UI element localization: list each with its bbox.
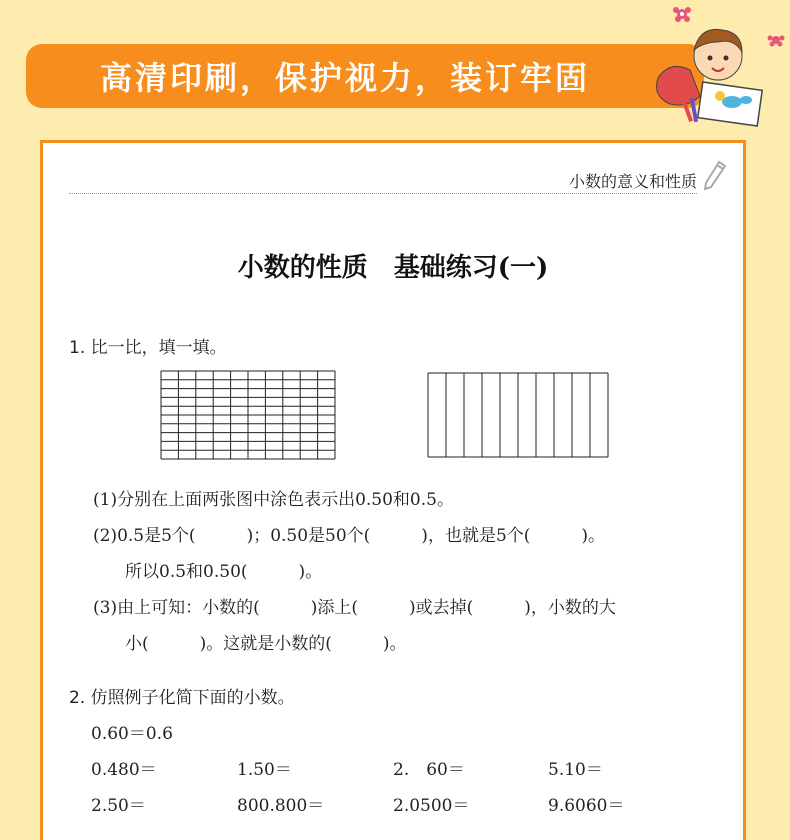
child-drawing-illustration <box>630 0 790 130</box>
question-2-heading: 2. 仿照例子化简下面的小数。 <box>69 688 295 708</box>
question-2-item: 0.480＝ <box>91 760 157 780</box>
question-2-item: 1.50＝ <box>237 760 292 780</box>
header-banner <box>26 44 704 108</box>
question-2-item: 5.10＝ <box>548 760 603 780</box>
section-label: 小数的意义和性质 <box>568 172 697 191</box>
page-title: 小数的性质 基础练习(一) <box>237 253 549 283</box>
banner-title: 高清印刷，保护视力，装订牢固 <box>99 59 590 97</box>
question-2-item: 2.50＝ <box>91 796 146 816</box>
question-1-part-2-cont: 所以0.5和0.50( )。 <box>125 562 323 582</box>
question-1-part-3: (3)由上可知：小数的( )添上( )或去掉( )，小数的大 <box>93 598 616 618</box>
question-1-part-2: (2)0.5是5个( )；0.50是50个( )，也就是5个( )。 <box>93 526 606 546</box>
question-2-item: 9.6060＝ <box>548 796 625 816</box>
question-2-item: 800.800＝ <box>237 796 325 816</box>
tenths-strip-figure <box>427 372 609 458</box>
worksheet-page <box>40 140 746 840</box>
question-2-example: 0.60＝0.6 <box>91 724 173 744</box>
pencil-icon <box>703 160 727 190</box>
hundredths-grid-figure <box>160 370 336 460</box>
header-divider <box>69 193 697 194</box>
question-1-part-3-cont: 小( )。这就是小数的( )。 <box>125 634 407 654</box>
question-1-heading: 1. 比一比，填一填。 <box>69 338 227 358</box>
question-2-item: 2.0500＝ <box>393 796 470 816</box>
question-1-part-1: (1)分别在上面两张图中涂色表示出0.50和0.5。 <box>93 490 454 510</box>
question-2-item: 2. 60＝ <box>393 760 465 780</box>
